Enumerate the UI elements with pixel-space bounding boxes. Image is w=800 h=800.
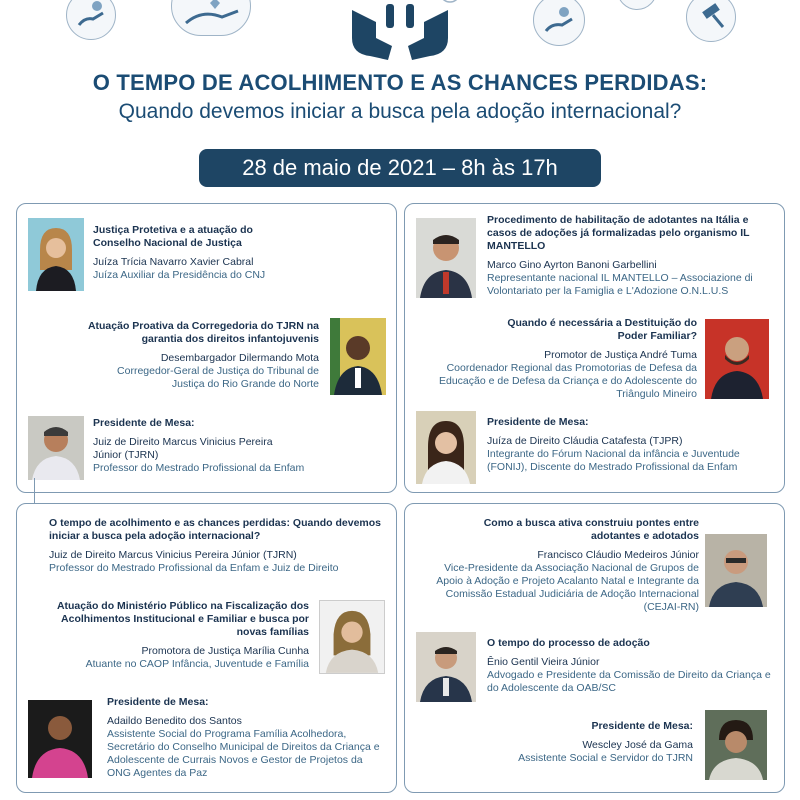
speaker-photo	[28, 700, 92, 778]
talk-title: Atuação do Ministério Público na Fiscalização dos Acolhimentos Institucional e Familiar e busca por novas famílias	[56, 600, 309, 638]
speaker-photo	[416, 411, 476, 484]
talk-block	[487, 637, 777, 695]
page-title: O TEMPO DE ACOLHIMENTO E AS CHANCES PERDIDAS:	[92, 70, 708, 95]
chair-block	[445, 720, 693, 765]
talk-block	[487, 214, 777, 298]
speaker-photo	[28, 218, 84, 291]
speaker-photo	[705, 534, 767, 607]
talk-title: Atuação Proativa da Corregedoria do TJRN na garantia dos direitos infantojuvenis	[87, 320, 319, 345]
speaker-photo	[416, 218, 476, 298]
talk-title: Quando é necessária a Destituição do Poder Familiar?	[507, 317, 697, 342]
speaker-role: Professor do Mestrado Profissional da Enfam	[93, 462, 305, 474]
talk-title: Procedimento de habilitação de adotantes na Itália e casos de adoções já formalizadas pelo organismo IL MANTELLO	[487, 214, 750, 252]
speaker-role: Representante nacional IL MANTELLO – Associazione di Volontariato per la Famiglia e L'Adozione O.N.L.U.S	[487, 272, 753, 297]
chair-label: Presidente de Mesa:	[591, 720, 693, 732]
talk-block	[41, 320, 319, 391]
speaker-role: Juíza Auxiliar da Presidência do CNJ	[93, 269, 266, 281]
talk-block	[49, 517, 389, 575]
talk-block	[433, 317, 697, 401]
panel-bottom-left	[16, 503, 397, 793]
talk-block	[93, 224, 383, 282]
speaker-role: Vice-Presidente da Associação Nacional de Grupos de Apoio à Adoção e Projeto Acalanto Natal e Integrante da Comissão Estadual Judiciária de Adoção Internacional (CEJAI-RN)	[436, 562, 699, 613]
talk-title: Como a busca ativa construiu pontes entre adotantes e adotados	[483, 517, 699, 542]
speaker-photo	[28, 416, 84, 480]
speaker-name: Adaildo Benedito dos Santos	[107, 715, 242, 727]
panel-top-right	[404, 203, 785, 493]
speaker-role: Coordenador Regional das Promotorias de Defesa da Educação e de Defesa da Criança e do Adolescente do Triângulo Mineiro	[438, 362, 697, 400]
speaker-role: Atuante no CAOP Infância, Juventude e Família	[85, 658, 309, 670]
talk-block	[419, 517, 699, 614]
circle-decoration-icon	[617, 0, 657, 10]
speaker-role: Assistente Social do Programa Família Acolhedora, Secretário do Conselho Municipal de Direitos da Criança e Adolescente de Currais Novos e Gestor de Projetos da ONG Agentes da Paz	[107, 728, 380, 779]
speaker-photo	[319, 600, 385, 674]
speaker-role: Assistente Social e Servidor do TJRN	[518, 752, 693, 764]
talk-block	[37, 600, 309, 671]
talk-title: O tempo de acolhimento e as chances perdidas: Quando devemos iniciar a busca pela adoção internacional?	[49, 517, 382, 542]
speaker-name: Desembargador Dilermando Mota	[160, 352, 319, 364]
speaker-role: Advogado e Presidente da Comissão de Direito da Criança e do Adolescente da OAB/SC	[487, 669, 771, 694]
chair-label: Presidente de Mesa:	[107, 696, 209, 708]
speaker-name: Ênio Gentil Vieira Júnior	[487, 656, 600, 668]
hand-child-icon	[533, 0, 585, 46]
speaker-name: Wescley José da Gama	[582, 739, 693, 751]
icon-band	[0, 0, 800, 58]
speaker-role: Professor do Mestrado Profissional da Enfam e Juiz de Direito	[49, 562, 339, 574]
hand-child-icon	[66, 0, 116, 40]
chair-block	[487, 416, 777, 474]
panel-top-left	[16, 203, 397, 493]
speaker-photo	[705, 319, 769, 399]
panel-bottom-right	[404, 503, 785, 793]
speaker-role: Corregedor-Geral de Justiça do Tribunal de Justiça do Rio Grande do Norte	[117, 365, 319, 390]
speaker-name: Juíza de Direito Cláudia Catafesta (TJPR)	[487, 435, 683, 447]
speaker-name: Francisco Cláudio Medeiros Júnior	[537, 549, 699, 561]
chair-block	[93, 417, 383, 475]
page-subtitle: Quando devemos iniciar a busca pela adoção internacional?	[118, 100, 682, 123]
talk-title: O tempo do processo de adoção	[487, 637, 650, 649]
chair-block	[107, 696, 387, 780]
chair-label: Presidente de Mesa:	[487, 416, 589, 428]
date-badge: 28 de maio de 2021 – 8h às 17h	[199, 149, 601, 187]
speaker-name: Juíza Trícia Navarro Xavier Cabral	[93, 256, 254, 268]
speaker-photo	[330, 318, 386, 395]
speaker-name: Promotor de Justiça André Tuma	[544, 349, 697, 361]
hands-family-icon	[330, 0, 470, 62]
speaker-photo	[705, 710, 767, 780]
gavel-icon	[686, 0, 736, 42]
speaker-name: Juiz de Direito Marcus Vinicius Pereira Júnior (TJRN)	[93, 436, 273, 461]
talk-title: Justiça Protetiva e a atuação do Conselho Nacional de Justiça	[93, 224, 253, 249]
hands-heart-icon	[171, 0, 251, 36]
speaker-name: Juiz de Direito Marcus Vinicius Pereira Júnior (TJRN)	[49, 549, 297, 561]
speaker-role: Integrante do Fórum Nacional da infância e Juventude (FONIJ), Discente do Mestrado Profissional da Enfam	[487, 448, 740, 473]
speaker-name: Promotora de Justiça Marília Cunha	[141, 645, 309, 657]
chair-label: Presidente de Mesa:	[93, 417, 195, 429]
speaker-photo	[416, 632, 476, 702]
speaker-name: Marco Gino Ayrton Banoni Garbellini	[487, 259, 657, 271]
